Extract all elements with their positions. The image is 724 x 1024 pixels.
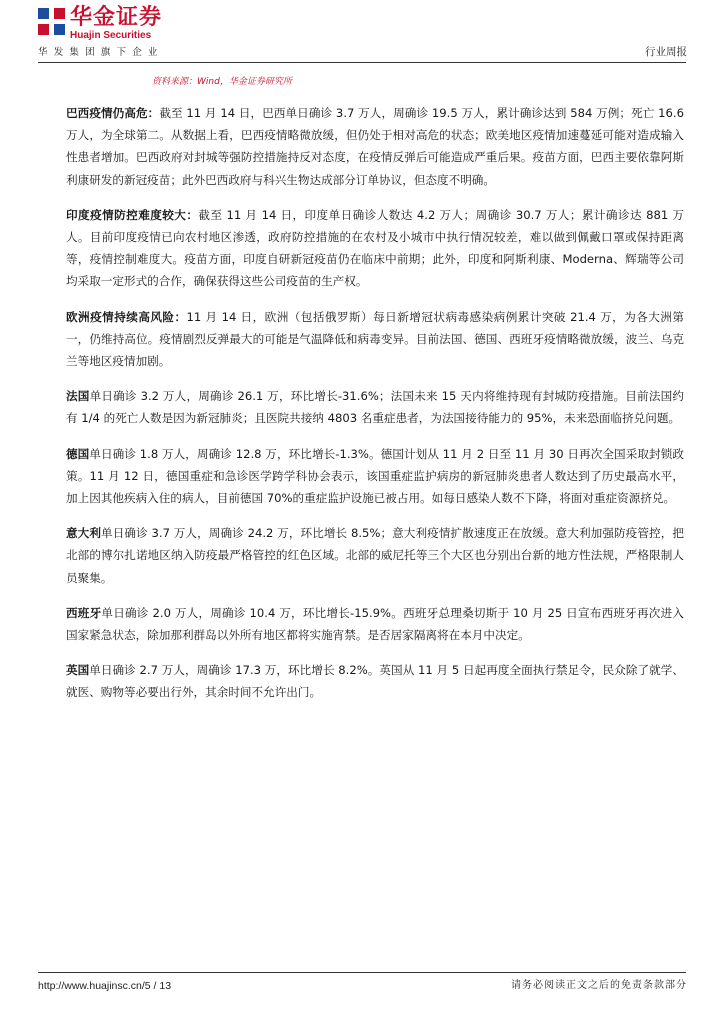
paragraph-heading: 法国 <box>66 389 90 404</box>
paragraph-italy <box>66 522 684 589</box>
paragraph-heading: 巴西疫情仍高危： <box>66 106 160 120</box>
paragraph-heading: 西班牙 <box>66 605 102 620</box>
footer-disclaimer: 请务必阅读正文之后的免责条款部分 <box>511 980 687 991</box>
paragraph-europe <box>66 306 684 373</box>
paragraph-germany <box>66 443 684 510</box>
paragraph-text: 截至 11 月 14 日，印度单日确诊人数达 4.2 万人；周确诊 30.7 万人；累计确诊达 881 万人。目前印度疫情已向农村地区渗透，政府防控措施的在农村及小城市中执行情况较差，难以做到佩戴口罩或保持距离等，疫情控制难度大。疫苗方面，印度自研新冠疫苗仍在临床中前期；此外，印度和阿斯利康、Moderna、辉瑞等公司均采取一定形式的合作，确保获得这些公司疫苗的生产权。 <box>66 207 684 289</box>
paragraph-heading: 德国 <box>66 446 90 461</box>
paragraph-heading: 英国 <box>66 663 90 678</box>
footer-url-page[interactable]: http://www.huajinsc.cn/5 / 13 <box>38 980 172 992</box>
paragraph-text: 单日确诊 2.7 万人，周确诊 17.3 万，环比增长 8.2%。英国从 11 月 5 日起再度全面执行禁足令，民众除了就学、就医、购物等必要出行外，其余时间不允许出门。 <box>66 663 684 700</box>
paragraph-text: 11 月 14 日，欧洲（包括俄罗斯）每日新增冠状病毒感染病例累计突破 21.4 万，为各大洲第一，仍维持高位。疫情剧烈反弹最大的可能是气温降低和病毒变异。目前法国、德国、西班牙疫情略微放缓，波兰、乌克兰等地区疫情加剧。 <box>66 309 684 369</box>
source-note: 资料来源：Wind，华金证券研究所 <box>152 77 292 87</box>
paragraph-text: 单日确诊 3.7 万人，周确诊 24.2 万，环比增长 8.5%；意大利疫情扩散速度正在放缓。意大利加强防疫管控，把北部的博尔扎诺地区纳入防疫最严格管控的红色区域。北部的威尼托等三个大区也分别出台新的地方性法规，严格限制人员聚集。 <box>66 526 684 585</box>
page-header <box>0 0 724 70</box>
logo-text-en: Huajin Securities <box>70 30 152 41</box>
paragraph-heading: 印度疫情防控难度较大： <box>66 207 199 222</box>
header-divider <box>38 62 686 63</box>
paragraph-heading: 欧洲疫情持续高风险： <box>66 309 187 324</box>
footer-divider <box>38 972 686 973</box>
paragraph-india <box>66 204 684 293</box>
paragraph-brazil <box>66 102 684 191</box>
paragraph-text: 单日确诊 3.2 万人，周确诊 26.1 万，环比增长-31.6%；法国未来 15 天内将维持现有封城防疫措施。目前法国约有 1/4 的死亡人数是因为新冠肺炎；且医院共接纳 4803 名重症患者，为法国接待能力的 95%，未来恐面临挤兑问题。 <box>66 389 684 426</box>
paragraph-text: 单日确诊 1.8 万人，周确诊 12.8 万，环比增长-1.3%。德国计划从 11 月 2 日至 11 月 30 日再次全国采取封锁政策。11 月 12 日，德国重症和急诊医学跨学科协会表示，该国重症监护病房的新冠肺炎患者人数达到了历史最高水平，加上因其他疾病入住的病人，目前德国 70%的重症监护设施已被占用。如每日感染人数不下降，将面对重症资源挤兑。 <box>66 446 684 506</box>
paragraph-text: 单日确诊 2.0 万人，周确诊 10.4 万，环比增长-15.9%。西班牙总理桑切斯于 10 月 25 日宣布西班牙再次进入国家紧急状态，除加那利群岛以外所有地区都将实施宵禁。是否居家隔离将在本月中决定。 <box>66 605 684 643</box>
report-body <box>66 76 684 717</box>
paragraph-spain <box>66 602 684 646</box>
logo-text-cn: 华金证券 <box>70 5 163 30</box>
paragraph-text: 截至 11 月 14 日，巴西单日确诊 3.7 万人，周确诊 19.5 万人，累计确诊达到 584 万例；死亡 16.6 万人，为全球第二。从数据上看，巴西疫情略微放缓，但仍处于相对高危的状态；欧美地区疫情加速蔓延可能对造成输入性患者增加。巴西政府对封城等强防控措施持反对态度，在疫情反弹后可能造成严重后果。疫苗方面，巴西主要依靠阿斯利康研发的新冠疫苗；此外巴西政府与科兴生物达成部分订单协议，但态度不明确。 <box>66 106 684 187</box>
paragraph-uk <box>66 659 684 703</box>
paragraph-france <box>66 385 684 429</box>
company-subtitle: 华发集团旗下企业 <box>38 47 164 58</box>
document-type-label: 行业周报 <box>645 46 687 58</box>
huajin-logo-icon <box>38 8 65 35</box>
paragraph-heading: 意大利 <box>66 526 102 541</box>
